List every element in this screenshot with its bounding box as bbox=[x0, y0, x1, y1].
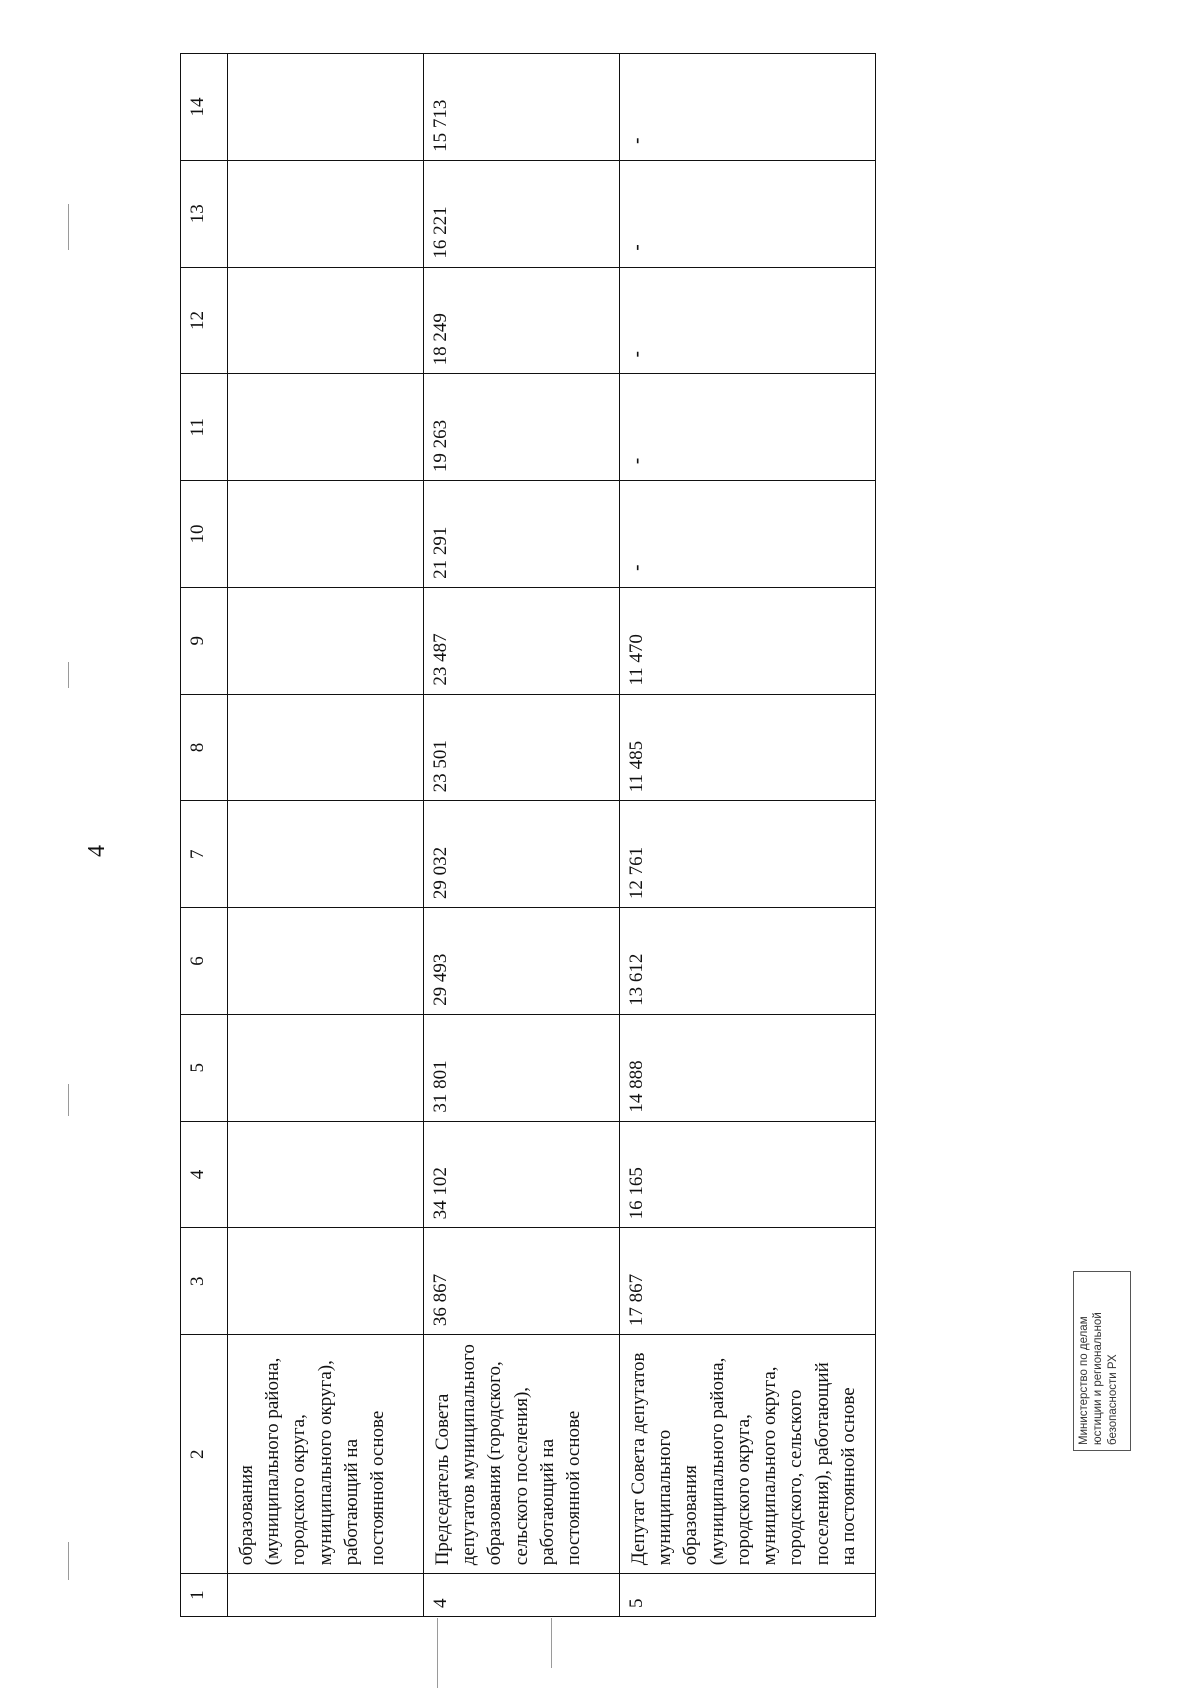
column-header: 10 bbox=[181, 481, 228, 588]
row-number: 4 bbox=[424, 1574, 620, 1617]
table-cell bbox=[620, 160, 876, 267]
table-cell bbox=[228, 1014, 424, 1121]
table-cell bbox=[228, 374, 424, 481]
column-header: 2 bbox=[181, 1335, 228, 1574]
table-cell: 23 487 bbox=[424, 587, 620, 694]
stamp-line: безопасности РХ bbox=[1106, 1354, 1119, 1445]
table-row bbox=[228, 54, 424, 1617]
column-header: 9 bbox=[181, 587, 228, 694]
table-row bbox=[424, 54, 620, 1617]
table-cell: 16 221 bbox=[424, 160, 620, 267]
table-cell bbox=[228, 587, 424, 694]
column-header: 6 bbox=[181, 908, 228, 1015]
table-cell: 16 165 bbox=[620, 1121, 876, 1228]
registration-stamp bbox=[1073, 1271, 1131, 1451]
table-cell: 31 801 bbox=[424, 1014, 620, 1121]
table-cell: 36 867 bbox=[424, 1228, 620, 1335]
stamp-line: юстиции и региональной bbox=[1092, 1312, 1105, 1445]
row-label: образования (муниципального района, городского округа, муниципального округа), работающий на постоянной основе bbox=[228, 1335, 424, 1574]
table-cell: 11 470 bbox=[620, 587, 876, 694]
column-header: 8 bbox=[181, 694, 228, 801]
scan-mark bbox=[437, 1618, 438, 1688]
row-number: 5 bbox=[620, 1574, 876, 1617]
empty-value-dash: - bbox=[626, 457, 647, 465]
table-cell: 11 485 bbox=[620, 694, 876, 801]
column-header: 5 bbox=[181, 1014, 228, 1121]
column-header: 3 bbox=[181, 1228, 228, 1335]
table-cell: 34 102 bbox=[424, 1121, 620, 1228]
table-cell: 14 888 bbox=[620, 1014, 876, 1121]
table-cell: 19 263 bbox=[424, 374, 620, 481]
table-cell bbox=[228, 267, 424, 374]
table-cell bbox=[620, 481, 876, 588]
column-header: 7 bbox=[181, 801, 228, 908]
scan-mark bbox=[68, 1084, 69, 1116]
stamp-line: Министерство по делам bbox=[1078, 1316, 1090, 1445]
column-header: 14 bbox=[181, 54, 228, 161]
scan-mark bbox=[68, 204, 69, 250]
scan-mark bbox=[551, 1618, 552, 1668]
row-number bbox=[228, 1574, 424, 1617]
table-cell: 18 249 bbox=[424, 267, 620, 374]
column-header: 11 bbox=[181, 374, 228, 481]
page-number: 4 bbox=[84, 845, 110, 857]
empty-value-dash: - bbox=[626, 137, 647, 144]
table-cell bbox=[228, 694, 424, 801]
scan-mark bbox=[68, 1542, 69, 1580]
empty-value-dash: - bbox=[626, 351, 647, 358]
rotated-table-wrapper bbox=[180, 53, 862, 1617]
table-cell bbox=[228, 1228, 424, 1335]
table-cell: 29 493 bbox=[424, 908, 620, 1015]
table-row bbox=[620, 54, 876, 1617]
scan-mark bbox=[68, 662, 69, 688]
table-header-row bbox=[181, 54, 228, 1617]
table-cell bbox=[228, 160, 424, 267]
table-cell: 17 867 bbox=[620, 1228, 876, 1335]
empty-value-dash: - bbox=[626, 564, 647, 571]
table-cell: 15 713 bbox=[424, 54, 620, 161]
column-header: 13 bbox=[181, 160, 228, 267]
table-cell bbox=[620, 267, 876, 374]
table-cell: 21 291 bbox=[424, 481, 620, 588]
table-cell: 13 612 bbox=[620, 908, 876, 1015]
salary-table bbox=[180, 53, 876, 1617]
column-header: 12 bbox=[181, 267, 228, 374]
table-cell bbox=[620, 54, 876, 161]
table-cell bbox=[228, 908, 424, 1015]
table-cell: 23 501 bbox=[424, 694, 620, 801]
table-cell bbox=[228, 54, 424, 161]
column-header: 4 bbox=[181, 1121, 228, 1228]
row-label: Председатель Совета депутатов муниципального образования (городского, сельского поселения), работающий на постоянной основе bbox=[424, 1335, 620, 1574]
table-cell: 29 032 bbox=[424, 801, 620, 908]
table-cell: 12 761 bbox=[620, 801, 876, 908]
table-cell bbox=[228, 481, 424, 588]
empty-value-dash: - bbox=[626, 244, 647, 251]
row-label: Депутат Совета депутатов муниципального образования (муниципального района, городского округа, муниципального округа, городского, сельского поселения), работающий на постоянной основе bbox=[620, 1335, 876, 1574]
column-header: 1 bbox=[181, 1574, 228, 1617]
table-cell bbox=[620, 374, 876, 481]
table-cell bbox=[228, 801, 424, 908]
table-cell bbox=[228, 1121, 424, 1228]
